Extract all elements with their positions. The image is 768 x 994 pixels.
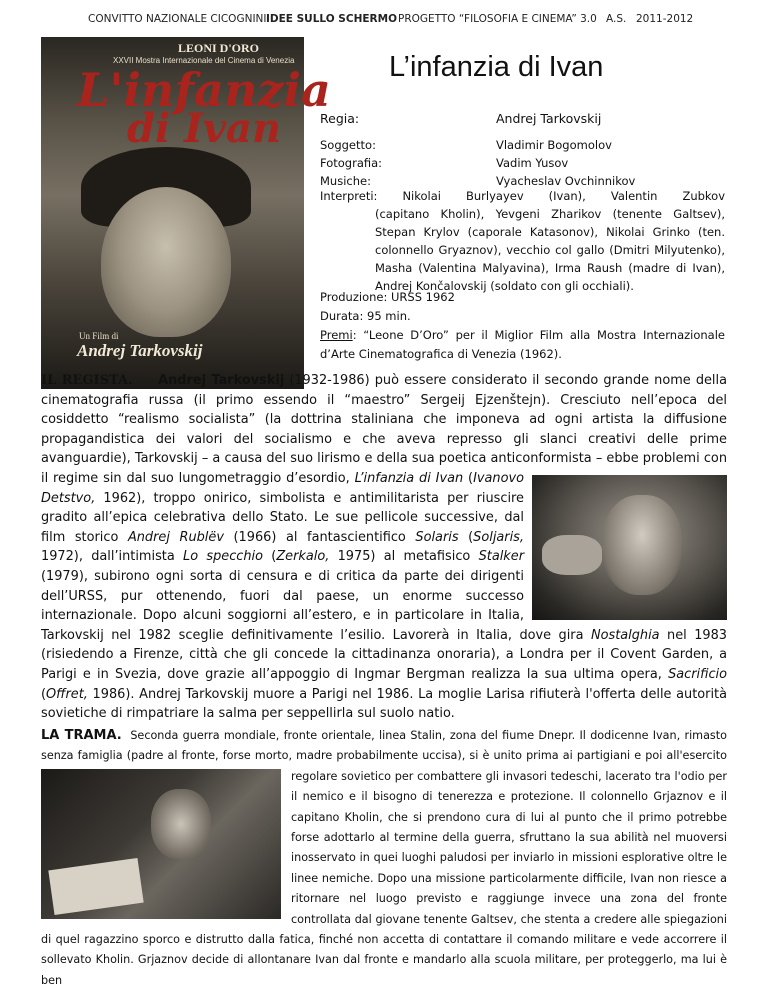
regista-text: (	[458, 529, 474, 545]
film-title-ref: Lo specchio	[183, 549, 264, 565]
film-poster	[41, 37, 331, 389]
regista-text: (	[463, 470, 474, 486]
poster-festival: XXVII Mostra Internazionale del Cinema di Venezia	[113, 56, 295, 65]
trama-text-start: Seconda guerra mondiale, fronte orientale, linea Stalin, zona del fiume Dnepr. Il dodicenne Ivan, rimasto senza famiglia (padre al fronte, forse morto, madre probabilmente uccisa), si è unito prima ai partigiani e	[41, 729, 727, 763]
regista-text: (	[263, 549, 277, 565]
poster-face	[101, 187, 231, 337]
header-school: CONVITTO NAZIONALE CICOGNINI	[88, 13, 267, 25]
premi	[320, 326, 725, 364]
poster-credit-label: Un Film di	[79, 331, 119, 341]
regia-value: Andrej Tarkovskij	[496, 111, 602, 126]
header-section: IDEE SULLO SCHERMO	[266, 13, 397, 25]
premi-label: Premi	[320, 328, 353, 342]
production-block	[320, 288, 725, 364]
regista-text: (1979), subirono ogni sorta di censura e di critica da parte dei dirigenti dell’URSS, pur ottenendo, fuori dal paese, un enorme successo internazionale. Dopo alcuni soggiorni all’estero, e in particolare in Italia, Tarkovskij nel 1982 sceglie definitivamente l’esilio. Lavorerà in Italia, dove gira	[41, 568, 591, 643]
film-info	[320, 110, 725, 190]
photo-paper	[48, 858, 143, 915]
film-title-ref: Sacrificio	[668, 666, 727, 682]
info-value: Vladimir Bogomolov	[496, 138, 612, 152]
regia-row	[320, 110, 725, 136]
poster-credit-name: Andrej Tarkovskij	[77, 341, 203, 360]
interpreti-block	[320, 187, 725, 295]
info-row	[320, 136, 725, 154]
info-value: Vadim Yusov	[496, 156, 569, 170]
interpreti-label: Interpreti:	[320, 189, 378, 203]
info-row	[320, 154, 725, 172]
info-label: Fotografia:	[320, 156, 383, 170]
info-label: Musiche:	[320, 174, 371, 188]
film-title-ref: Soljaris,	[473, 529, 524, 545]
regista-text: 1962), troppo onirico, simbolista e antimilitarista per riuscire gradito all’epica celebrativa dello Stato. Le sue pellicole successive, dal film storico	[41, 490, 524, 545]
regista-heading: IL REGISTA.	[41, 373, 133, 388]
regista-name: Andrej Tarkovskij	[158, 373, 285, 388]
film-title-ref: Stalker	[478, 549, 524, 565]
header-year-label: A.S.	[606, 13, 627, 25]
photo-hand	[542, 535, 602, 575]
regista-text: (1966) al fantascientifico	[223, 529, 416, 545]
interpreti-first: Nikolai Burlyayev (Ivan), Valentin Zubkov	[402, 189, 726, 203]
ivan-photo	[41, 769, 281, 919]
regista-text: nel 1983 (risiedendo a Firenze, città che gli concede la cittadinanza onoraria), a Londra per il Covent Garden, a Parigi e in Svezia, dove grazie all’appoggio di Ingmar Bergman realizza la sua ultima opera,	[41, 627, 727, 682]
trama-text: poi all'esercito regolare sovietico per combattere gli invasori tedeschi, lacerato tra l'odio per il nemico e il bisogno di tenerezza e protezione. Il colonnello Grjaznov e il capitano Kholin, che si prendono cura di lui al punto che il primo potrebbe forse adottarlo al termine della guerra, sfruttano la sua abilità nel muoversi inosservato in quei luoghi paludosi per inviarlo in missioni esplorative oltre le linee nemiche. Dopo una missione particolarmente difficile, Ivan non riesce a ritornare nel luogo previsto e raggiunge invece una zona del fronte controllata dal giovane tenente Galtsev, che stenta a credere alle spiegazioni di quel ragazzino sporco e distrutto dalla fatica, finché non accetta di contattare il comando militare e vede accorrere il sollevato Kholin. Grjaznov decide di allontanare Ivan dal fronte e mandarlo alla scuola militare, per proteggerlo, ma lui è ben	[41, 749, 727, 987]
film-title-ref: Ivanovo Detstvo,	[41, 470, 524, 506]
regista-text: (	[41, 686, 47, 702]
photo-face	[602, 495, 682, 595]
interpreti-rest: (capitano Kholin), Yevgeni Zharikov (tenente Galtsev), Stepan Krylov (caporale Katasonov), Nikolai Grinko (ten. colonnello Gryaznov), vecchio col gallo (Dmitri Milyutenko), Masha (Valentina Malyavina), Irma Raush (madre di Ivan), Andrej Končalovskij (soldato con gli occhiali).	[375, 207, 725, 293]
poster-title-line2: di Ivan	[127, 105, 282, 152]
poster-title-line1: L'infanzia	[77, 63, 331, 117]
regia-label: Regia:	[320, 111, 360, 126]
tarkovskij-photo	[532, 475, 727, 620]
film-title: L’infanzia di Ivan	[389, 51, 604, 83]
info-value: Vyacheslav Ovchinnikov	[496, 174, 636, 188]
regista-text: 1975) al metafisico	[329, 549, 479, 565]
film-title-ref: L’infanzia di Ivan	[354, 470, 464, 486]
regista-section	[41, 371, 727, 724]
header-year: 2011-2012	[636, 13, 694, 25]
regista-text: 1986). Andrej Tarkovskij muore a Parigi nel 1986. La moglie Larisa rifiuterà l'offerta delle autorità sovietiche di rimpatriare la salma per seppellirla sul suolo natio.	[41, 686, 727, 722]
regista-text: 1972), dall’intimista	[41, 549, 184, 565]
info-label: Soggetto:	[320, 138, 376, 152]
film-title-ref: Solaris	[415, 529, 459, 545]
interpreti-first-line	[320, 187, 725, 205]
durata: Durata: 95 min.	[320, 309, 411, 323]
film-title-ref: Zerkalo,	[276, 549, 330, 565]
header-project: PROGETTO “FILOSOFIA E CINEMA” 3.0	[398, 13, 597, 25]
premi-text: : “Leone D’Oro” per il Miglior Film alla Mostra Internazionale d’Arte Cinematografica di Venezia (1962).	[320, 328, 725, 361]
trama-section	[41, 726, 727, 991]
trama-heading: LA TRAMA.	[41, 728, 122, 743]
film-title-ref: Andrej Rublëv	[127, 529, 224, 545]
film-title-ref: Nostalghia	[590, 627, 660, 643]
photo-boy	[151, 789, 211, 859]
film-title-ref: Offret,	[46, 686, 88, 702]
produzione: Produzione: URSS 1962	[320, 290, 455, 304]
regista-text: (1932-1986) può essere considerato il secondo grande nome della cinematografia russa (il primo essendo il “maestro” Sergeij Ejzenštejn). Cresciuto nell’epoca del cosiddetto “realismo socialista” (la dottrina staliniana che imponeva ad ogni artista la diffusione propagandistica dei valori del socialismo e che aveva represso gli slanci creativi delle prime avanguardie), Tarkovskij – a causa del suo lirismo e della sua poetica anticonformista – ebbe problemi con il regime sin dal suo lungometraggio d’esordio,	[41, 373, 727, 486]
poster-award: LEONI D'ORO	[178, 41, 260, 55]
